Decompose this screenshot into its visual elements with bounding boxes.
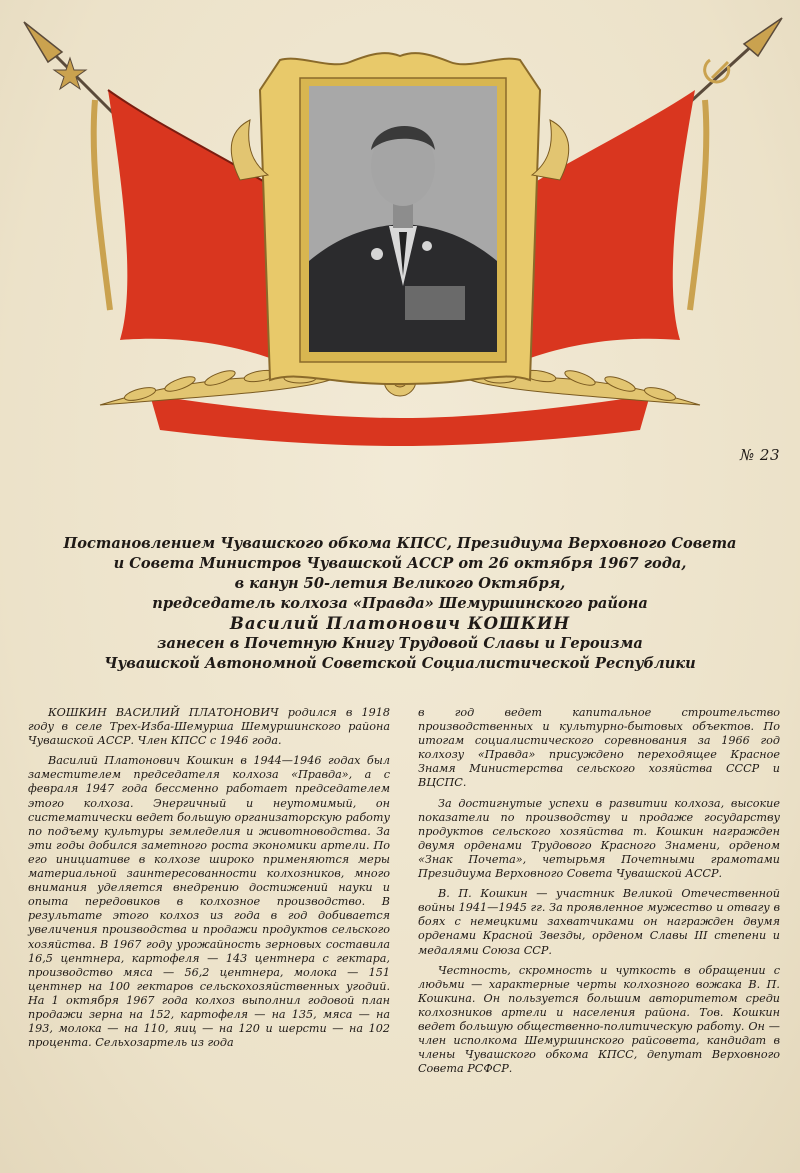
paragraph: КОШКИН ВАСИЛИЙ ПЛАТОНОВИЧ родился в 1918 году в селе Трех-Изба-Шемурша Шемуршинского района Чувашской АССР. Член КПСС с 1946 года. [28,706,390,748]
decree-text [40,534,760,674]
left-red-banner [108,90,275,360]
biography-right-column [418,706,780,1082]
paragraph: Честность, скромность и чуткость в обращении с людьми — характерные черты колхозного вожака В. П. Кошкина. Он пользуется большим авторитетом среди колхозников артели и населения района. Тов. Кошкин ведет большую общественно-политическую работу. Он — член исполкома Шемуршинского райсовета, кандидат в члены Чувашского обкома КПСС, депутат Верховного Совета РСФСР. [418,963,780,1076]
decree-line: Чувашской Автономной Советской Социалистической Республики [104,655,696,672]
portrait-photo [309,86,497,352]
bottom-red-drape [150,395,650,446]
biography-left-column [28,706,390,1056]
right-fringe [690,100,706,310]
decree-line: и Совета Министров Чувашской АССР от 26 октября 1967 года, [113,555,687,572]
order-badge [371,248,383,260]
paragraph: В. П. Кошкин — участник Великой Отечественной войны 1941—1945 гг. За проявленное мужество и отвагу в боях с немецкими захватчиками он награжден двумя орденами Красной Звезды, орденом Славы III степени и медалями Союза ССР. [418,887,780,957]
right-spear-tip-icon [744,18,782,56]
order-badge [422,241,432,251]
medal-ribbons [405,286,465,320]
paragraph: За достигнутые успехи в развитии колхоза, высокие показатели по производству и продаже государству продуктов сельского хозяйства т. Кошкин награжден двумя орденами Трудового Красного Знамени, орденом «Знак Почета», четырьмя Почетными грамотами Президиума Верховного Совета Чувашской АССР. [418,796,780,881]
document-number: № 23 [739,446,780,464]
decree-line: в канун 50-летия Великого Октября, [234,575,566,592]
right-red-banner [525,90,695,360]
left-fringe [94,100,110,310]
paragraph: Василий Платонович Кошкин в 1944—1946 годах был заместителем председателя колхоза «Правда», а с февраля 1947 года бессменно работает председателем этого колхоза. Энергичный и неутомимый, он систематически ведет большую организаторскую работу по подъему культуры земледелия и животноводства. За эти годы добился заметного роста экономики артели. По его инициативе в колхозе широко применяются меры материальной заинтересованности колхозников, много внимания уделяется внедрению достижений науки и опыта передовиков в колхозное производство. В результате этого колхоз из года в год добивается увеличения производства и продажи продуктов сельского хозяйства. В 1967 году урожайность зерновых составила 16,5 центнера, картофеля — 143 центнера с гектара, производство мяса — 56,2 центнера, молока — 151 центнер на 100 гектаров сельскохозяйственных угодий. На 1 октября 1967 года колхоз выполнил годовой план продажи зерна на 152, картофеля — на 135, мяса — на 193, молока — на 110, яиц — на 120 и шерсти — на 102 процента. Сельхозартель из года [28,754,390,1050]
paragraph: в год ведет капитальное строительство производственных и культурно-бытовых объектов. По итогам социалистического соревнования за 1966 год колхозу «Правда» присуждено переходящее Красное Знамя Министерства сельского хозяйства СССР и ВЦСПС. [418,706,780,790]
star-icon [54,58,86,89]
decree-line: занесен в Почетную Книгу Трудовой Славы и Героизма [157,635,643,652]
decree-line: Постановлением Чувашского обкома КПСС, Президиума Верховного Совета [63,535,737,552]
left-spear-tip-icon [24,22,62,62]
honoree-name: Василий Платонович КОШКИН [229,614,571,633]
decree-line: председатель колхоза «Правда» Шемуршинского района [152,595,648,612]
